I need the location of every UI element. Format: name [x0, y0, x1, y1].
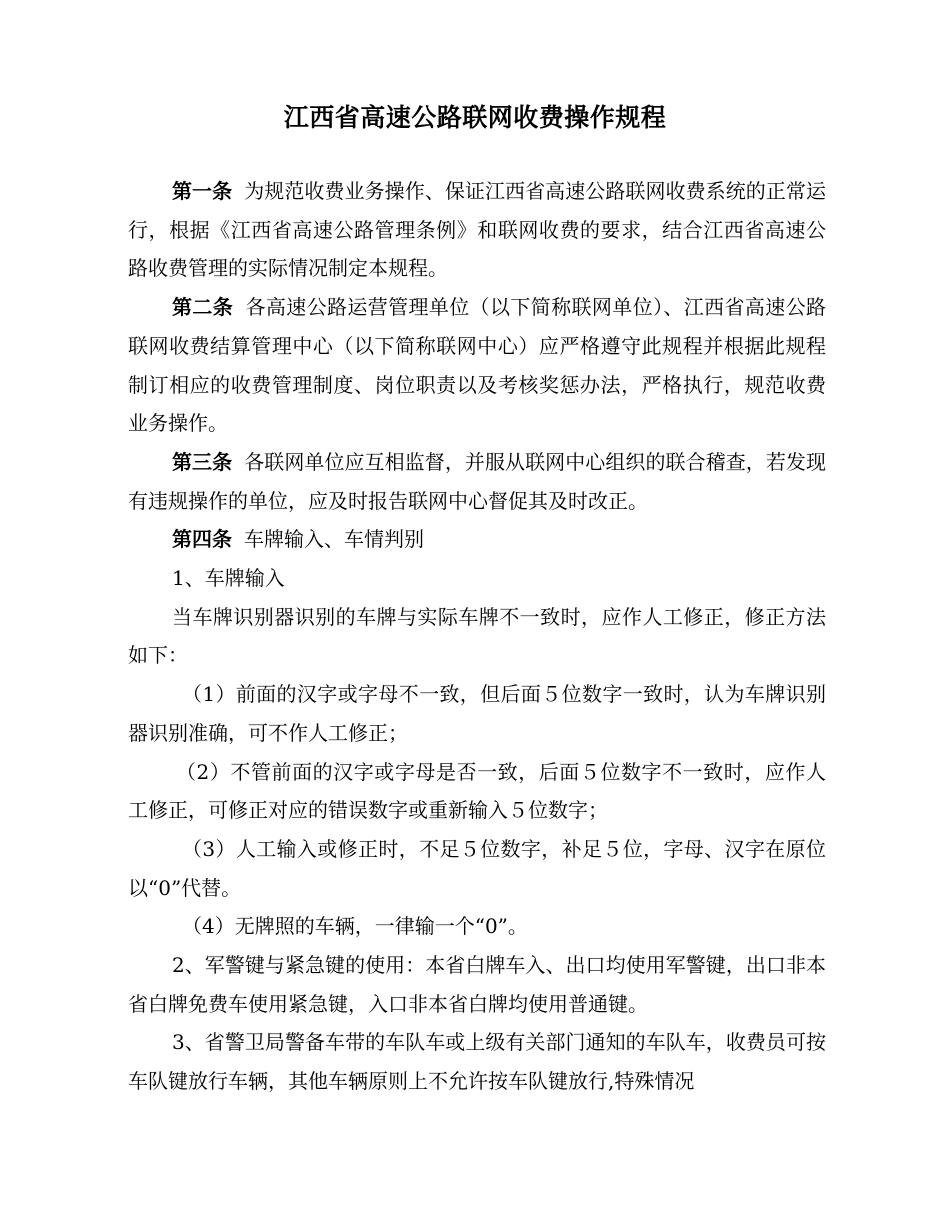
article-2 — [128, 288, 826, 443]
section-1-heading: 1、车牌输入 — [172, 566, 285, 591]
document-body — [128, 172, 826, 1101]
article-3-text: 各联网单位应互相监督，并服从联网中心组织的联合稽查，若发现有违规操作的单位，应及时报告联网中心督促其及时改正。 — [128, 449, 826, 513]
section-1-intro: 当车牌识别器识别的车牌与实际车牌不一致时，应作人工修正，修正方法如下： — [128, 604, 826, 668]
article-2-label: 第二条 — [172, 295, 234, 320]
sub-item-1: （1）前面的汉字或字母不一致，但后面５位数字一致时，认为车牌识别器识别准确，可不作人工修正； — [128, 682, 826, 745]
sub-item-3: （3）人工输入或修正时，不足５位数字，补足５位，字母、汉字在原位以“0”代替。 — [128, 836, 826, 900]
article-3 — [128, 443, 826, 520]
article-4-label: 第四条 — [172, 527, 232, 552]
article-1-label: 第一条 — [172, 179, 233, 203]
document-title: 江西省高速公路联网收费操作规程 — [283, 103, 667, 132]
sub-item-4: （4）无牌照的车辆，一律输一个“0”。 — [182, 914, 528, 939]
section-2: 2、军警键与紧急键的使用：本省白牌车入、出口均使用军警键，出口非本省白牌免费车使用紧急键，入口非本省白牌均使用普通键。 — [128, 953, 826, 1016]
article-4-text: 车牌输入、车情判别 — [244, 527, 424, 552]
section-3: 3、省警卫局警备车带的车队车或上级有关部门通知的车队车，收费员可按车队键放行车辆，其他车辆原则上不允许按车队键放行,特殊情况 — [128, 1030, 826, 1094]
article-2-text: 各高速公路运营管理单位（以下简称联网单位）、江西省高速公路联网收费结算管理中心（以下简称联网中心）应严格遵守此规程并根据此规程制订相应的收费管理制度、岗位职责以及考核奖惩办法，严格执行，规范收费业务操作。 — [128, 295, 826, 436]
sub-item-2: （2）不管前面的汉字或字母是否一致，后面５位数字不一致时，应作人工修正，可修正对应的错误数字或重新输入５位数字； — [128, 759, 826, 823]
article-3-label: 第三条 — [172, 449, 233, 474]
article-1 — [128, 172, 826, 288]
article-1-text: 为规范收费业务操作、保证江西省高速公路联网收费系统的正常运行，根据《江西省高速公路管理条例》和联网收费的要求，结合江西省高速公路收费管理的实际情况制定本规程。 — [128, 179, 826, 281]
article-4 — [128, 520, 826, 559]
